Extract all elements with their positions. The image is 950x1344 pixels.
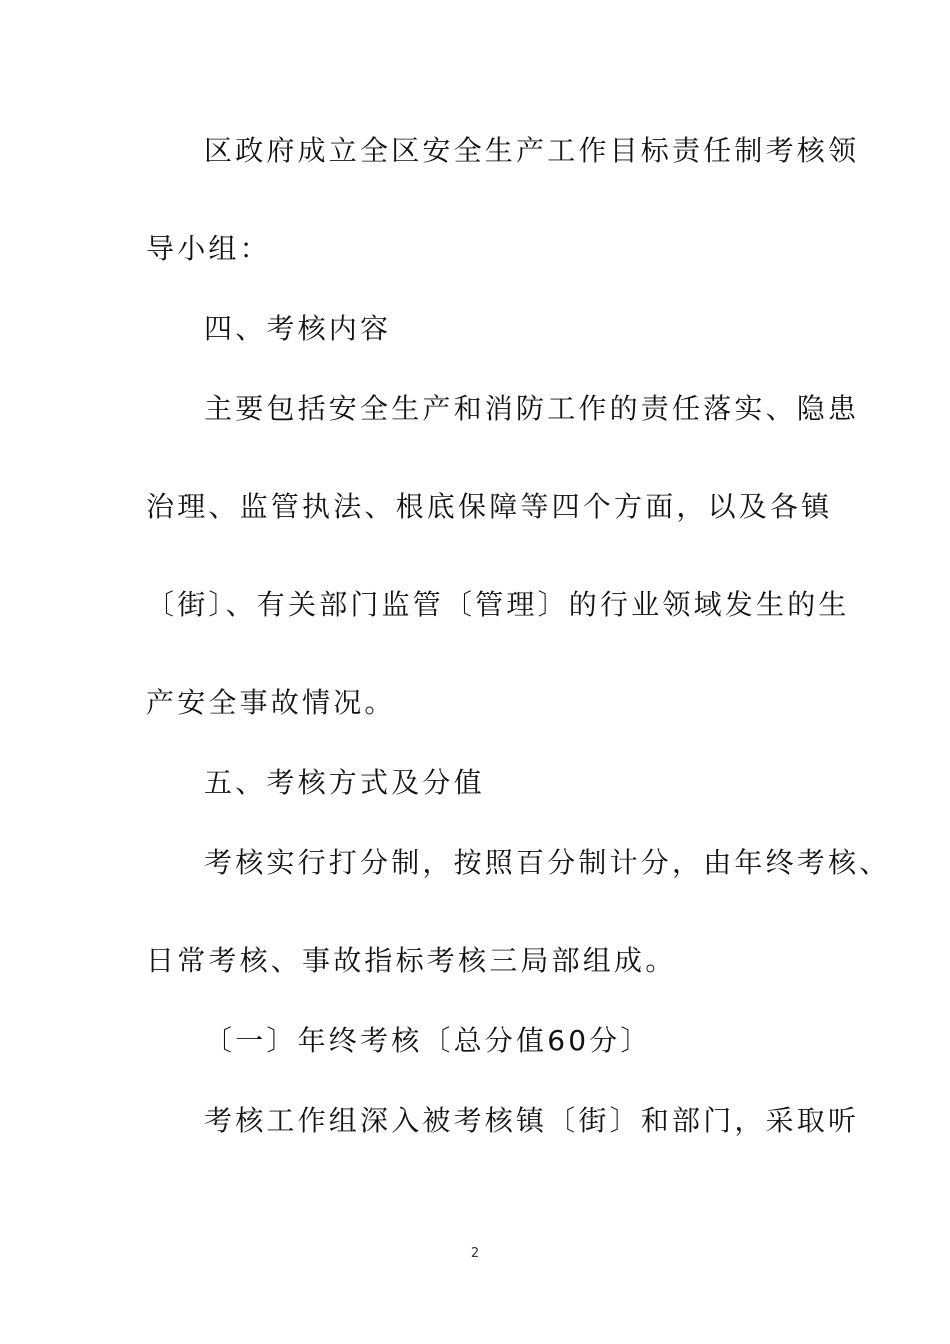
section-heading: 五、考核方式及分值 [204, 766, 485, 799]
body-paragraph-line: 导小组： [146, 232, 271, 265]
page-number: 2 [470, 1246, 480, 1261]
body-paragraph-line: 考核实行打分制，按照百分制计分，由年终考核、 [204, 846, 891, 879]
body-paragraph-line: 治理、监管执法、根底保障等四个方面，以及各镇 [146, 490, 833, 523]
body-paragraph-line: 主要包括安全生产和消防工作的责任落实、隐患 [204, 392, 860, 425]
body-paragraph-line: 日常考核、事故指标考核三局部组成。 [146, 944, 677, 977]
body-paragraph-line: 产安全事故情况。 [146, 686, 396, 719]
body-paragraph-line: 〔街〕、有关部门监管〔管理〕的行业领域发生的生 [146, 588, 850, 621]
section-heading: 四、考核内容 [204, 312, 392, 345]
body-paragraph-line: 区政府成立全区安全生产工作目标责任制考核领 [204, 134, 860, 167]
body-paragraph-line: 考核工作组深入被考核镇〔街〕和部门，采取听 [204, 1104, 860, 1137]
subsection-heading: 〔一〕年终考核〔总分值60分〕 [204, 1024, 652, 1057]
